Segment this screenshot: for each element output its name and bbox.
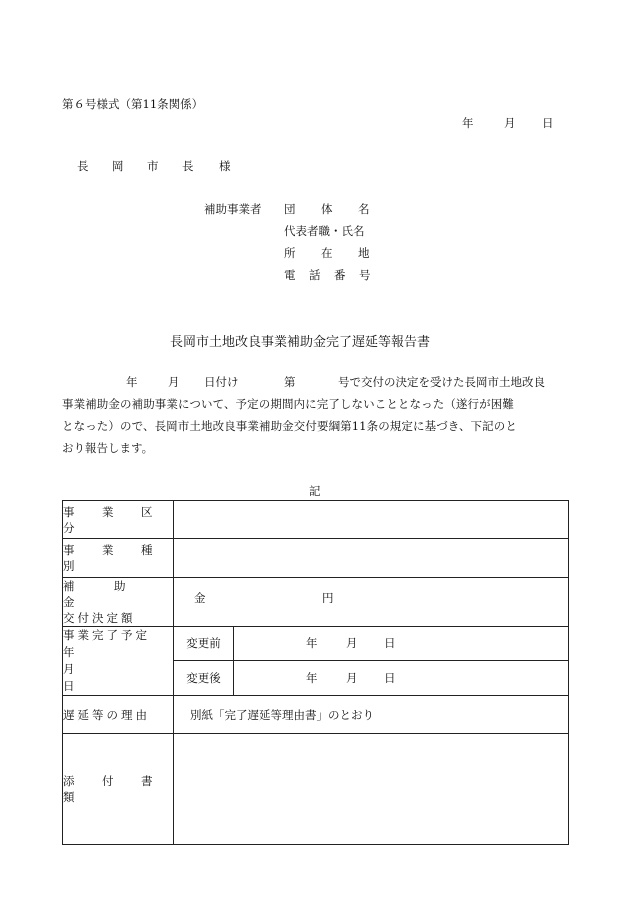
before-label: 変更前 <box>174 627 234 661</box>
table-row-subsidy <box>63 578 569 627</box>
before-date[interactable] <box>234 627 569 661</box>
table-row-delay-reason <box>63 696 569 734</box>
delay-reason-value[interactable]: 別紙「完了遅延等理由書」のとおり <box>174 696 569 734</box>
before-year: 年 <box>306 636 318 650</box>
table-row-completion-before <box>63 627 569 661</box>
date-day-label: 日 <box>542 116 554 130</box>
project-category-value[interactable] <box>174 501 569 539</box>
body-line-2: 事業補助金の補助事業について、予定の期間内に完了しないこととなった（遂行が困難 <box>62 397 514 411</box>
body-number-prefix: 第 <box>284 375 296 389</box>
body-line-4: おり報告します。 <box>62 441 154 455</box>
page-title: 長岡市土地改良事業補助金完了遅延等報告書 <box>170 335 431 350</box>
attachments-value[interactable] <box>174 734 569 845</box>
applicant-field-representative: 代表者職・氏名 <box>284 224 365 238</box>
body-year: 年 <box>126 375 138 389</box>
project-category-label: 事 業 区 分 <box>63 501 174 539</box>
before-month: 月 <box>346 636 358 650</box>
body-month: 月 <box>168 375 180 389</box>
applicant-role: 補助事業者 <box>204 202 262 216</box>
body-paragraph <box>62 371 572 459</box>
completion-label: 事業完了予定 年 月 日 <box>63 627 174 696</box>
project-type-label: 事 業 種 別 <box>63 539 174 578</box>
table-row-attachments <box>63 734 569 845</box>
body-day: 日付け <box>204 375 239 389</box>
table-row-project-type <box>63 539 569 578</box>
report-table <box>62 500 569 845</box>
form-number: 第６号様式（第11条関係） <box>62 97 204 111</box>
date-month-label: 月 <box>504 116 516 130</box>
after-label: 変更後 <box>174 660 234 695</box>
subsidy-yen: 円 <box>322 591 334 605</box>
applicant-field-organization: 団 体 名 <box>284 202 377 216</box>
project-type-value[interactable] <box>174 539 569 578</box>
ki-label: 記 <box>309 484 321 498</box>
addressee-honorific: 様 <box>219 159 231 173</box>
subsidy-kin: 金 <box>194 591 206 605</box>
applicant-field-address: 所 在 地 <box>284 246 377 260</box>
body-line-1 <box>62 371 572 393</box>
body-line-3: となった）ので、長岡市土地改良事業補助金交付要綱第11条の規定に基づき、下記のと <box>62 419 517 433</box>
addressee-name: 長 岡 市 長 <box>77 159 200 173</box>
body-line-1-rest: 号で交付の決定を受けた長岡市土地改良 <box>338 375 545 389</box>
addressee <box>77 158 231 174</box>
after-year: 年 <box>306 670 318 685</box>
before-day: 日 <box>384 636 396 650</box>
after-month: 月 <box>346 670 358 685</box>
applicant-field-phone: 電 話 番 号 <box>284 268 372 282</box>
table-row-project-category <box>63 501 569 539</box>
delay-reason-label: 遅延等の理由 <box>63 696 174 734</box>
after-day: 日 <box>384 670 396 685</box>
attachments-label: 添 付 書 類 <box>63 734 174 845</box>
after-date[interactable] <box>234 660 569 695</box>
subsidy-value[interactable] <box>174 578 569 627</box>
date-year-label: 年 <box>462 116 474 130</box>
subsidy-label: 補 助 金 交付決定額 <box>63 578 174 627</box>
